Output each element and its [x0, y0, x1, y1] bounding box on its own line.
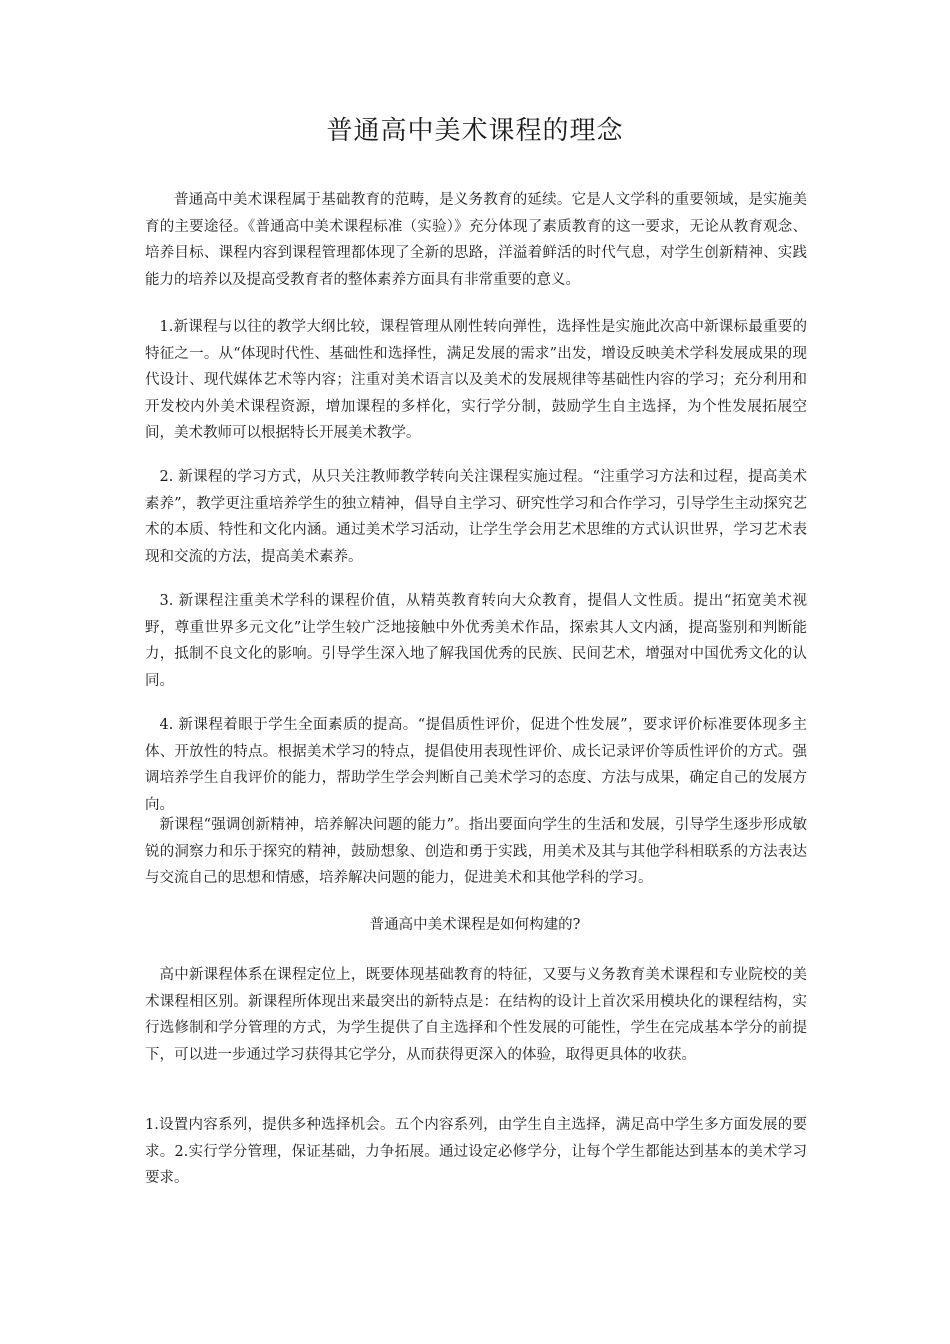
point-2-paragraph: 2. 新课程的学习方式，从只关注教师教学转向关注课程实施过程。“注重学习方法和过程，提高美术素养”，教学更注重培养学生的独立精神，倡导自主学习、研究性学习和合作学习，引导学生主动探究艺术的本质、特性和文化内涵。通过美术学习活动，让学生学会用艺术思维的方式认识世界，学习艺术表现和交流的方法，提高美术素养。: [145, 469, 807, 565]
structure-paragraph: 高中新课程体系在课程定位上，既要体现基础教育的特征，又要与义务教育美术课程和专业院校的美术课程相区别。新课程所体现出来最突出的新特点是：在结构的设计上首次采用模块化的课程结构，实行选修制和学分管理的方式，为学生提供了自主选择和个性发展的可能性，学生在完成基本学分的前提下，可以进一步通过学习获得其它学分，从而获得更深入的体验，取得更具体的收获。: [145, 967, 807, 1063]
document-title: 普通高中美术课程的理念: [326, 116, 624, 146]
intro-paragraph: 普通高中美术课程属于基础教育的范畴，是义务教育的延续。它是人文学科的重要领域，是实施美育的主要途径。《普通高中美术课程标准（实验）》充分体现了素质教育的这一要求，无论从教育观念、培养目标、课程内容到课程管理都体现了全新的思路，洋溢着鲜活的时代气息，对学生创新精神、实践能力的培养以及提高受教育者的整体素养方面具有非常重要的意义。: [145, 192, 807, 288]
point-4-paragraph: 4. 新课程着眼于学生全面素质的提高。“提倡质性评价，促进个性发展”，要求评价标准要体现多主体、开放性的特点。根据美术学习的特点，提倡使用表现性评价、成长记录评价等质性评价的方式。强调培养学生自我评价的能力，帮助学生学会判断自己美术学习的态度、方法与成果，确定自己的发展方向。: [145, 717, 807, 813]
point-1-paragraph: 1.新课程与以往的教学大纲比较，课程管理从刚性转向弹性，选择性是实施此次高中新课标最重要的特征之一。从“体现时代性、基础性和选择性，满足发展的需求”出发，增设反映美术学科发展成果的现代设计、现代媒体艺术等内容；注重对美术语言以及美术的发展规律等基础性内容的学习；充分利用和开发校内外美术课程资源，增加课程的多样化，实行学分制，鼓励学生自主选择，为个性发展拓展空间，美术教师可以根据特长开展美术教学。: [145, 319, 807, 441]
section-subtitle: 普通高中美术课程是如何构建的?: [369, 917, 581, 933]
point-5-paragraph: 新课程“强调创新精神，培养解决问题的能力”。指出要面向学生的生活和发展，引导学生逐步形成敏锐的洞察力和乐于探究的精神，鼓励想象、创造和勇于实践，用美术及其与其他学科相联系的方法表达与交流自己的思想和情感，培养解决问题的能力，促进美术和其他学科的学习。: [145, 817, 807, 886]
point-3-paragraph: 3. 新课程注重美术学科的课程价值，从精英教育转向大众教育，提倡人文性质。提出“拓宽美术视野，尊重世界多元文化”让学生较广泛地接触中外优秀美术作品，探索其人文内涵，提高鉴别和判断能力，抵制不良文化的影响。引导学生深入地了解我国优秀的民族、民间艺术，增强对中国优秀文化的认同。: [145, 593, 807, 689]
measures-paragraph: 1.设置内容系列，提供多种选择机会。五个内容系列，由学生自主选择，满足高中学生多方面发展的要求。2.实行学分管理，保证基础，力争拓展。通过设定必修学分，让每个学生都能达到基本的美术学习要求。: [145, 1117, 807, 1186]
